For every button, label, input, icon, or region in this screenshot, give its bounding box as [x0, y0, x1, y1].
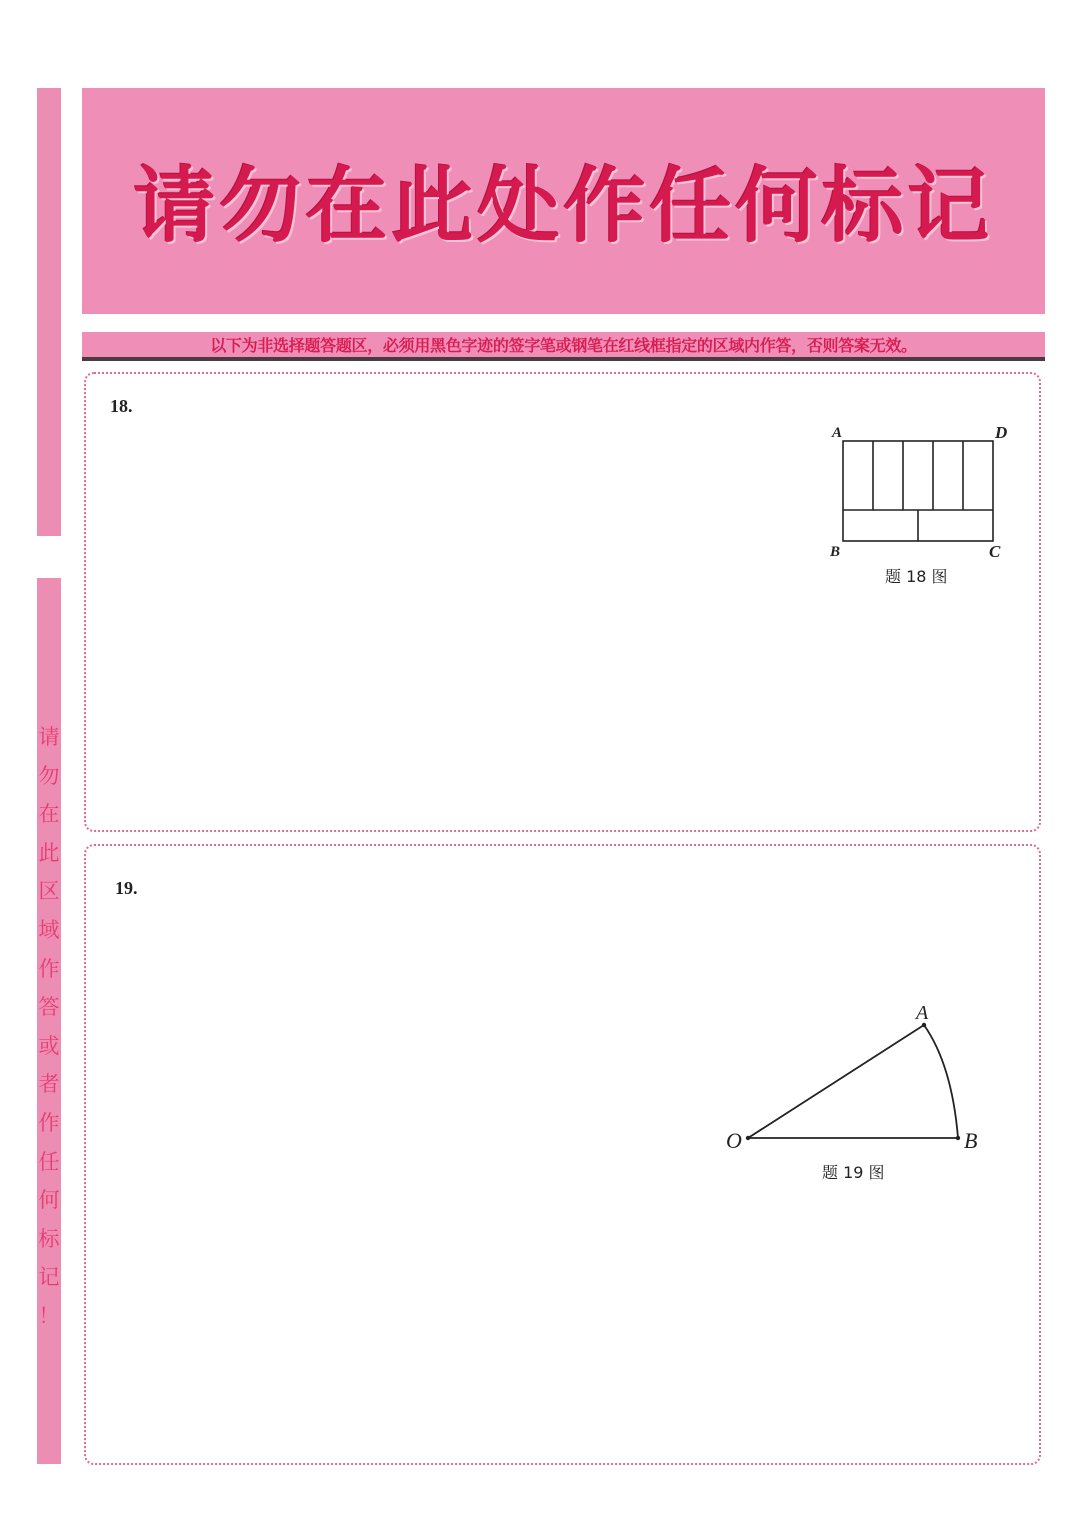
point-label-18-A: A [832, 425, 843, 441]
side-strip-top [37, 88, 61, 536]
side-notice-char: 作 [38, 956, 60, 981]
point-label-19-O: O [726, 1128, 742, 1153]
side-notice-char: 何 [38, 1188, 60, 1213]
banner-title: 请勿在此处作任何标记 [133, 157, 994, 254]
side-notice-char: 记 [38, 1265, 60, 1290]
figure-18 [830, 430, 1010, 555]
side-notice-char: 此 [38, 840, 60, 865]
side-notice-char: 区 [38, 879, 60, 904]
side-notice-char: 勿 [38, 763, 60, 788]
point-label-19-B: B [964, 1128, 978, 1153]
figure-19-drawing [740, 1015, 970, 1150]
side-notice-char: 请 [38, 725, 60, 749]
figure-19 [740, 1015, 970, 1150]
side-notice-char: ！ [38, 1303, 60, 1328]
point-label-18-B: B [830, 544, 841, 560]
side-notice [37, 718, 61, 1336]
side-notice-char: 或 [38, 1033, 60, 1058]
point-label-18-D: D [995, 423, 1008, 442]
figure-19-caption: 题 19 图 [822, 1163, 885, 1182]
side-notice-char: 任 [38, 1149, 60, 1174]
figure-18-drawing [830, 430, 1010, 555]
side-notice-char: 标 [38, 1226, 60, 1251]
side-notice-char: 答 [38, 995, 60, 1020]
side-notice-char: 作 [38, 1110, 60, 1135]
no-mark-banner [82, 88, 1045, 314]
instruction-text: 以下为非选择题答题区，必须用黑色字迹的签字笔或钢笔在红线框指定的区域内作答，否则答案无效。 [210, 336, 917, 355]
point-label-19-A: A [916, 1002, 929, 1024]
answer-box-19[interactable] [84, 844, 1041, 1465]
point-label-18-C: C [989, 542, 1001, 561]
figure-18-caption: 题 18 图 [885, 567, 948, 586]
question-number-19: 19. [115, 878, 138, 898]
side-notice-char: 域 [38, 917, 60, 942]
side-notice-char: 者 [38, 1072, 60, 1097]
side-notice-char: 在 [38, 802, 60, 827]
question-number-18: 18. [110, 396, 133, 416]
instruction-bar [82, 332, 1045, 361]
